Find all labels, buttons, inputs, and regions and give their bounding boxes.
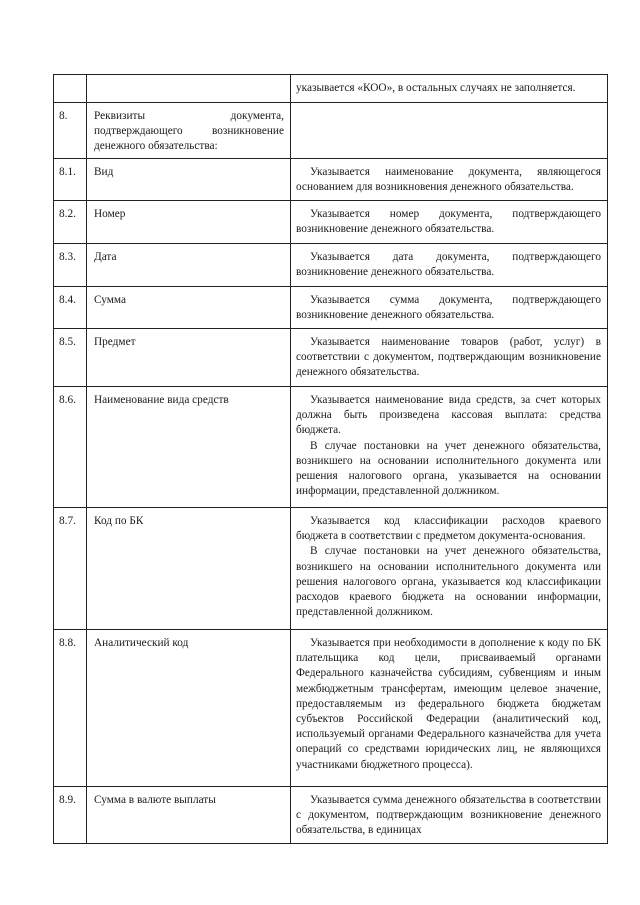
row-number: 8.5. xyxy=(54,329,87,387)
table-row xyxy=(54,329,608,387)
table-row xyxy=(54,244,608,287)
row-number: 8.2. xyxy=(54,201,87,244)
description-paragraph: В случае постановки на учет денежного обязательства, возникшего на основании исполнительного документа или решения налогового органа, указывается код классификации расходов краевого бюджета на основании информации, представленной должником. xyxy=(296,545,601,619)
row-name: Сумма в валюте выплаты xyxy=(87,787,291,844)
table-row xyxy=(54,787,608,844)
row-name xyxy=(87,103,291,159)
row-name: Предмет xyxy=(87,329,291,387)
row-description xyxy=(291,287,608,329)
row-name: Аналитический код xyxy=(87,630,291,787)
row-name: Дата xyxy=(87,244,291,287)
row-name: Наименование вида средств xyxy=(87,387,291,508)
row-number: 8.3. xyxy=(54,244,87,287)
description-paragraph: Указывается номер документа, подтверждающего возникновение денежного обязательства. xyxy=(296,208,601,236)
row-number: 8.9. xyxy=(54,787,87,844)
table-row xyxy=(54,287,608,329)
row-name-line: подтверждающего возникновение xyxy=(94,125,284,138)
description-paragraph: Указывается дата документа, подтверждающего возникновение денежного обязательства. xyxy=(296,251,601,279)
description-paragraph: Указывается наименование вида средств, за счет которых должна быть произведена кассовая выплата: средства бюджета. xyxy=(296,394,601,437)
row-number: 8.4. xyxy=(54,287,87,329)
table-row xyxy=(54,159,608,201)
row-description xyxy=(291,159,608,201)
row-number: 8.1. xyxy=(54,159,87,201)
table-row xyxy=(54,630,608,787)
row-description xyxy=(291,103,608,159)
description-paragraph: указывается «КОО», в остальных случаях не заполняется. xyxy=(296,82,576,94)
description-paragraph: Указывается наименование документа, являющегося основанием для возникновения денежного обязательства. xyxy=(296,166,601,194)
row-name xyxy=(87,75,291,103)
row-name: Вид xyxy=(87,159,291,201)
table-row xyxy=(54,103,608,159)
description-paragraph: Указывается код классификации расходов краевого бюджета в соответствии с предметом документа-основания. xyxy=(296,515,601,543)
requisites-table xyxy=(53,74,608,844)
table-row xyxy=(54,387,608,508)
row-description xyxy=(291,75,608,103)
row-name: Код по БК xyxy=(87,508,291,630)
description-paragraph: Указывается при необходимости в дополнение к коду по БК плательщика код цели, присваиваемый органами Федерального казначейства субсидиям, субвенциям и иным межбюджетным трансфертам, имеющим целевое значение, предоставляемым из федерального бюджета бюджетам субъектов Российской Федерации (аналитический код, используемый органами Федерального казначейства для учета операций со средствами юридических лиц, не являющихся участниками бюджетного процесса). xyxy=(296,637,601,771)
table-row xyxy=(54,75,608,103)
row-description xyxy=(291,329,608,387)
description-paragraph: Указывается наименование товаров (работ, услуг) в соответствии с документом, подтверждающим возникновение денежного обязательства. xyxy=(296,336,601,379)
row-name-line: денежного обязательства: xyxy=(94,140,218,153)
row-name: Номер xyxy=(87,201,291,244)
row-name-line: Реквизиты документа, xyxy=(94,110,284,122)
description-paragraph: В случае постановки на учет денежного обязательства, возникшего на основании исполнительного документа или решения налогового органа, указывается на основании информации, представленной должником. xyxy=(296,439,601,498)
row-description xyxy=(291,630,608,787)
description-paragraph: Указывается сумма документа, подтверждающего возникновение денежного обязательства. xyxy=(296,294,601,322)
row-description xyxy=(291,508,608,630)
description-paragraph: Указывается сумма денежного обязательства в соответствии с документом, подтверждающим возникновение денежного обязательства, в единицах xyxy=(296,794,601,837)
row-description xyxy=(291,387,608,508)
row-number: 8. xyxy=(54,103,87,159)
table-row xyxy=(54,508,608,630)
row-number: 8.8. xyxy=(54,630,87,787)
row-description xyxy=(291,201,608,244)
row-number: 8.7. xyxy=(54,508,87,630)
row-number xyxy=(54,75,87,103)
table-row xyxy=(54,201,608,244)
row-number: 8.6. xyxy=(54,387,87,508)
row-description xyxy=(291,244,608,287)
row-description xyxy=(291,787,608,844)
row-name: Сумма xyxy=(87,287,291,329)
